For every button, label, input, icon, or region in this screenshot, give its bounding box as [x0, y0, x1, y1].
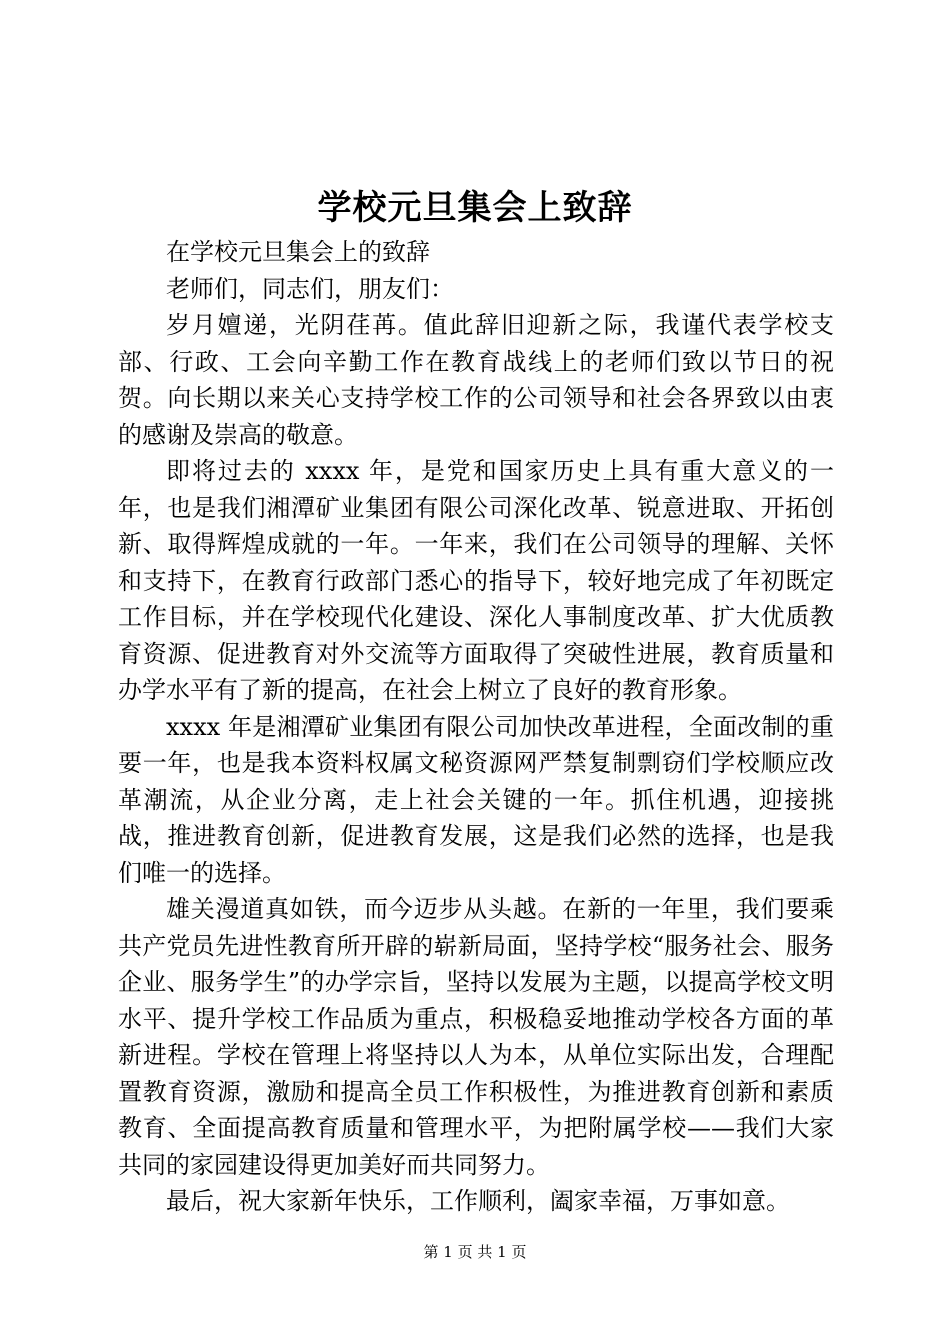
document-title: 学校元旦集会上致辞: [317, 188, 633, 228]
document-body: [118, 234, 834, 1220]
paragraph-reform: xxxx 年是湘潭矿业集团有限公司加快改革进程，全面改制的重要一年，也是我本资料权属文秘资源网严禁复制剽窃们学校顺应改革潮流，从企业分离，走上社会关键的一年。抓住机遇，迎接挑战，推进教育创新，促进教育发展，这是我们必然的选择，也是我们唯一的选择。: [118, 712, 834, 887]
paragraph-greeting: 岁月嬗递，光阴荏苒。值此辞旧迎新之际，我谨代表学校支部、行政、工会向辛勤工作在教育战线上的老师们致以节日的祝贺。向长期以来关心支持学校工作的公司领导和社会各界致以由衷的感谢及崇高的敬意。: [118, 311, 834, 449]
paragraph-salutation: 老师们，同志们，朋友们：: [166, 274, 454, 303]
paragraph-outlook: 雄关漫道真如铁，而今迈步从头越。在新的一年里，我们要乘共产党员先进性教育所开辟的崭新局面，坚持学校“服务社会、服务企业、服务学生”的办学宗旨，坚持以发展为主题，以提高学校文明水平、提升学校工作品质为重点，积极稳妥地推动学校各方面的革新进程。学校在管理上将坚持以人为本，从单位实际出发，合理配置教育资源，激励和提高全员工作积极性，为推进教育创新和素质教育、全面提高教育质量和管理水平，为把附属学校——我们大家共同的家园建设得更加美好而共同努力。: [118, 895, 834, 1179]
paragraph-heading: 在学校元旦集会上的致辞: [166, 238, 430, 266]
page-footer: 第 1 页 共 1 页: [423, 1243, 527, 1261]
paragraph-closing: 最后，祝大家新年快乐，工作顺利，阖家幸福，万事如意。: [166, 1187, 790, 1215]
paragraph-review: 即将过去的 xxxx 年，是党和国家历史上具有重大意义的一年，也是我们湘潭矿业集团有限公司深化改革、锐意进取、开拓创新、取得辉煌成就的一年。一年来，我们在公司领导的理解、关怀和支持下，在教育行政部门悉心的指导下，较好地完成了年初既定工作目标，并在学校现代化建设、深化人事制度改革、扩大优质教育资源、促进教育对外交流等方面取得了突破性进展，教育质量和办学水平有了新的提高，在社会上树立了良好的教育形象。: [118, 457, 834, 704]
